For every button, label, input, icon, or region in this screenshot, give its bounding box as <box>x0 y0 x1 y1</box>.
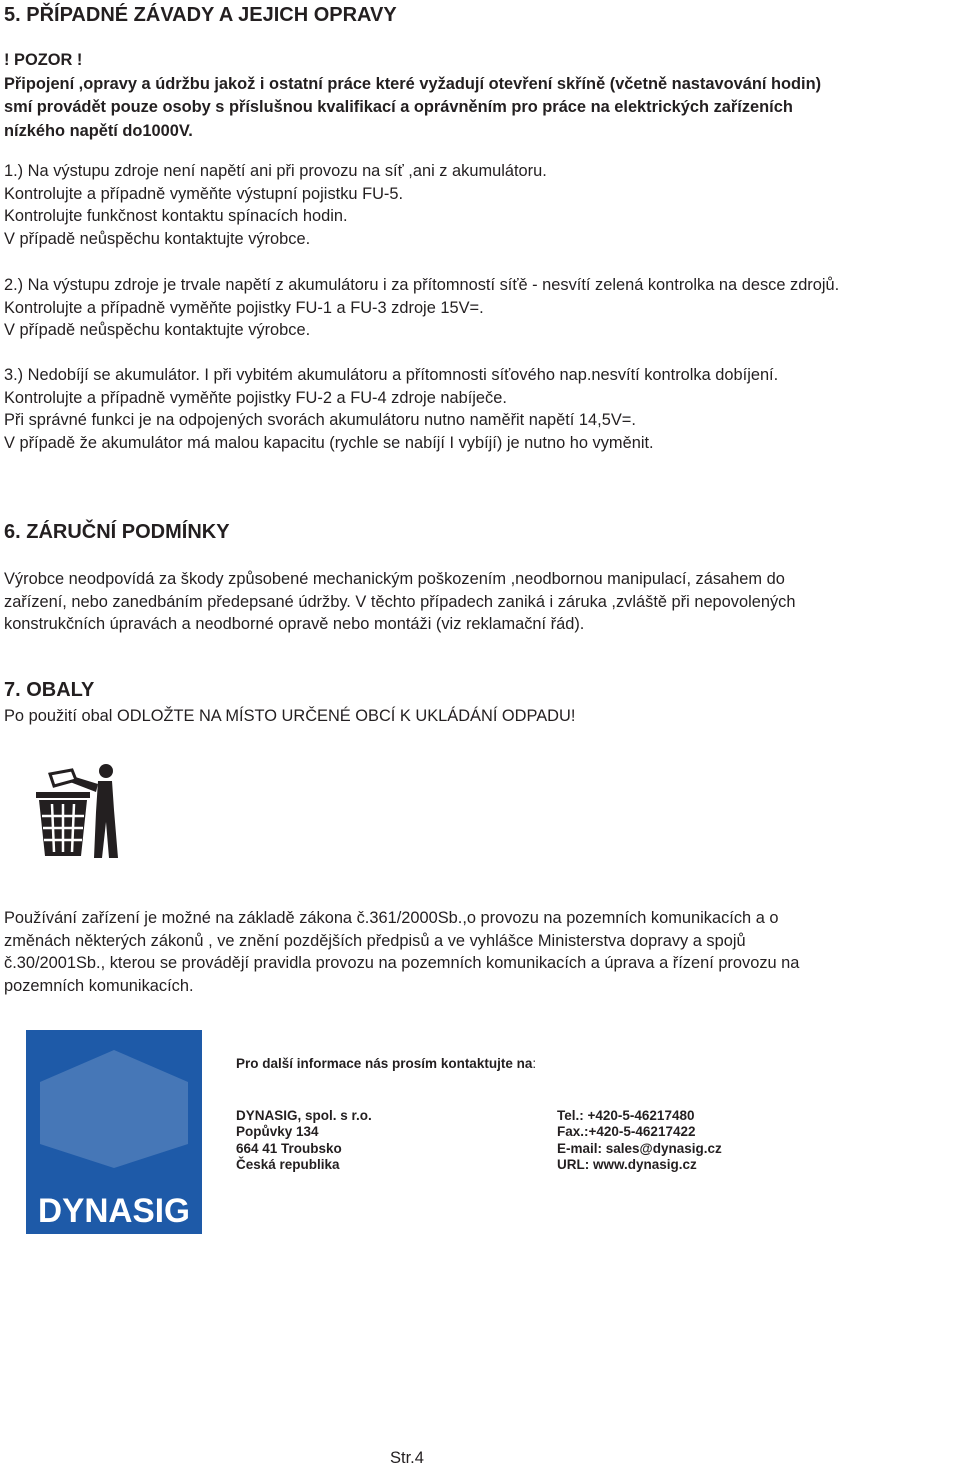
section6-heading: 6. ZÁRUČNÍ PODMÍNKY <box>4 521 230 543</box>
contact-title-text: Pro další informace nás prosím kontaktujte na <box>236 1056 533 1071</box>
section5-heading: 5. PŘÍPADNÉ ZÁVADY A JEJICH OPRAVY <box>4 4 397 26</box>
fault-line: Kontrolujte funkčnost kontaktu spínacích hodin. <box>4 207 348 226</box>
fault-line: V případě neůspěchu kontaktujte výrobce. <box>4 230 311 249</box>
fault-line: V případě že akumulátor má malou kapacitu (rychle se nabíjí I vybíjí) je nutno ho vyměnit. <box>4 434 654 453</box>
legal-line: pozemních komunikacích. <box>4 977 194 996</box>
fault-line: Při správné funkci je na odpojených svorách akumulátoru nutno naměřit napětí 14,5V=. <box>4 411 636 430</box>
warning-line: ! POZOR ! <box>4 51 83 69</box>
fault-line: Kontrolujte a případně vyměňte pojistky FU-2 a FU-4 zdroje nabíječe. <box>4 388 507 407</box>
phone-line: Tel.: +420-5-46217480 <box>557 1108 695 1123</box>
warning-line: Připojení ,opravy a údržbu jakož i ostatní práce které vyžadují otevření skříně (včetně nastavování hodin) <box>4 74 822 93</box>
fault-line: Kontrolujte a případně vyměňte výstupní pojistku FU-5. <box>4 184 404 203</box>
fault-2 <box>4 274 839 342</box>
address-line: Česká republika <box>236 1156 340 1172</box>
fault-line: Kontrolujte a případně vyměňte pojistky FU-1 a FU-3 zdroje 15V=. <box>4 298 484 317</box>
dynasig-logo <box>26 1030 202 1234</box>
legal-line: č.30/2001Sb., kterou se provádějí pravidla provozu na pozemních komunikacích a úprava a řízení provozu na <box>4 954 800 973</box>
warranty-line: zařízení, nebo zanedbáním předepsané údržby. V těchto případech zaniká i záruka ,zvláště při nepovolených <box>4 592 796 611</box>
address-line: DYNASIG, spol. s r.o. <box>236 1108 372 1123</box>
email-line: E-mail: sales@dynasig.cz <box>557 1140 722 1156</box>
page-number: Str.4 <box>390 1449 424 1467</box>
section7-heading: 7. OBALY <box>4 679 95 701</box>
warning-line: nízkého napětí do1000V. <box>4 121 193 140</box>
warning-block <box>4 49 821 143</box>
fault-1 <box>4 160 547 251</box>
warning-line: smí provádět pouze osoby s příslušnou kvalifikací a oprávněním pro práce na elektrických zařízeních <box>4 98 793 116</box>
warranty-line: konstrukčních úpravách a neodborné opravě nebo montáži (viz reklamační řád). <box>4 615 585 634</box>
warranty-text <box>4 568 795 636</box>
fault-line: 1.) Na výstupu zdroje není napětí ani při provozu na síť ,ani z akumulátoru. <box>4 162 547 180</box>
fault-line: 3.) Nedobíjí se akumulátor. I při vybitém akumulátoru a přítomnosti síťového nap.nesvítí kontrolka dobíjení. <box>4 366 779 384</box>
contact-title-colon: : <box>532 1056 537 1071</box>
url-line: URL: www.dynasig.cz <box>557 1156 697 1172</box>
logo-text: DYNASIG <box>38 1192 190 1230</box>
fax-line: Fax.:+420-5-46217422 <box>557 1124 696 1140</box>
legal-text <box>4 907 799 998</box>
fault-line: 2.) Na výstupu zdroje je trvale napětí z akumulátoru i za přítomností síťě - nesvítí zelená kontrolka na desce zdrojů. <box>4 276 840 294</box>
fault-3 <box>4 364 778 455</box>
address-block <box>236 1108 372 1173</box>
contact-title <box>236 1056 536 1071</box>
address-line: 664 41 Troubsko <box>236 1140 342 1156</box>
legal-line: změnách některých zákonů , ve znění pozdějších předpisů a ve vyhlášce Ministerstva dopravy a spojů <box>4 931 746 950</box>
address-line: Popůvky 134 <box>236 1124 319 1140</box>
contact-details-block <box>557 1108 722 1173</box>
trash-bin-disposal-icon <box>32 762 122 858</box>
legal-line: Používání zařízení je možné na základě zákona č.361/2000Sb.,o provozu na pozemních komunikacích a o <box>4 909 779 927</box>
packaging-text: Po použití obal ODLOŽTE NA MÍSTO URČENÉ OBCÍ K UKLÁDÁNÍ ODPADU! <box>4 707 576 725</box>
warranty-line: Výrobce neodpovídá za škody způsobené mechanickým poškozením ,neodbornou manipulací, zásahem do <box>4 570 785 588</box>
fault-line: V případě neůspěchu kontaktujte výrobce. <box>4 321 311 340</box>
